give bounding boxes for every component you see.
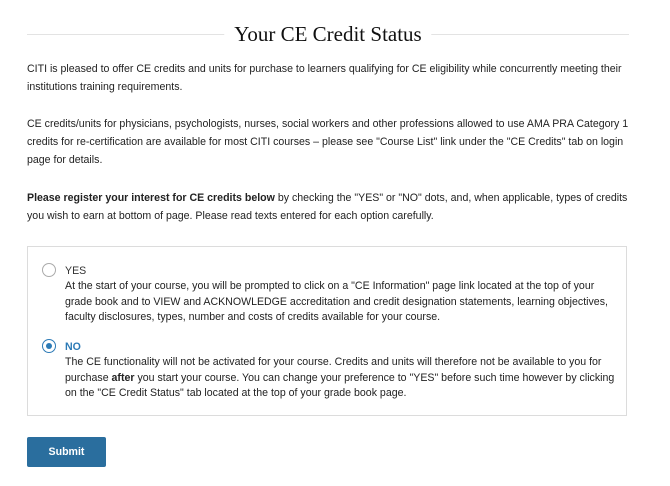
- register-interest-bold: Please register your interest for CE credits below: [27, 192, 275, 204]
- yes-option-content: [65, 263, 620, 326]
- page-title: Your CE Credit Status: [224, 20, 431, 48]
- no-description-pre: The CE functionality will not be activated for your course. Credits and units will therefore not be available to you for purchase: [65, 356, 602, 384]
- yes-label[interactable]: YES: [65, 265, 87, 277]
- ce-credit-status-page: [27, 0, 629, 458]
- intro-paragraph-3: [27, 189, 629, 225]
- register-interest-text: by checking the "YES" or "NO" dots, and, when applicable, types of credits you wish to earn at bottom of page. Please read texts entered for each option carefully.: [27, 192, 628, 222]
- yes-radio[interactable]: [42, 263, 56, 277]
- no-option-content: [65, 339, 620, 402]
- no-radio[interactable]: [42, 339, 56, 353]
- intro-paragraph-2: CE credits/units for physicians, psychologists, nurses, social workers and other professions allowed to use AMA PRA Category 1 credits for re-certification are available for most CITI courses – please see "Course List" link under the "CE Credits" tab on login page for details.: [27, 118, 629, 166]
- intro-paragraph-1: CITI is pleased to offer CE credits and units for purchase to learners qualifying for CE eligibility while concurrently meeting their institutions training requirements.: [27, 63, 622, 93]
- no-description-post: you start your course. You can change your preference to "YES" before such time however by clicking on the "CE Credit Status" tab located at the top of your grade book page.: [65, 371, 615, 399]
- no-description-bold: after: [111, 371, 135, 384]
- ce-options-box: [27, 246, 627, 416]
- no-description: [65, 355, 620, 402]
- submit-button[interactable]: Submit: [27, 437, 106, 467]
- no-label[interactable]: NO: [65, 341, 81, 353]
- yes-description: At the start of your course, you will be prompted to click on a "CE Information" page link located at the top of your grade book and to VIEW and ACKNOWLEDGE accreditation and credit designation statements, learning objectives, faculty disclosures, types, number and costs of credits available for your course.: [65, 280, 608, 323]
